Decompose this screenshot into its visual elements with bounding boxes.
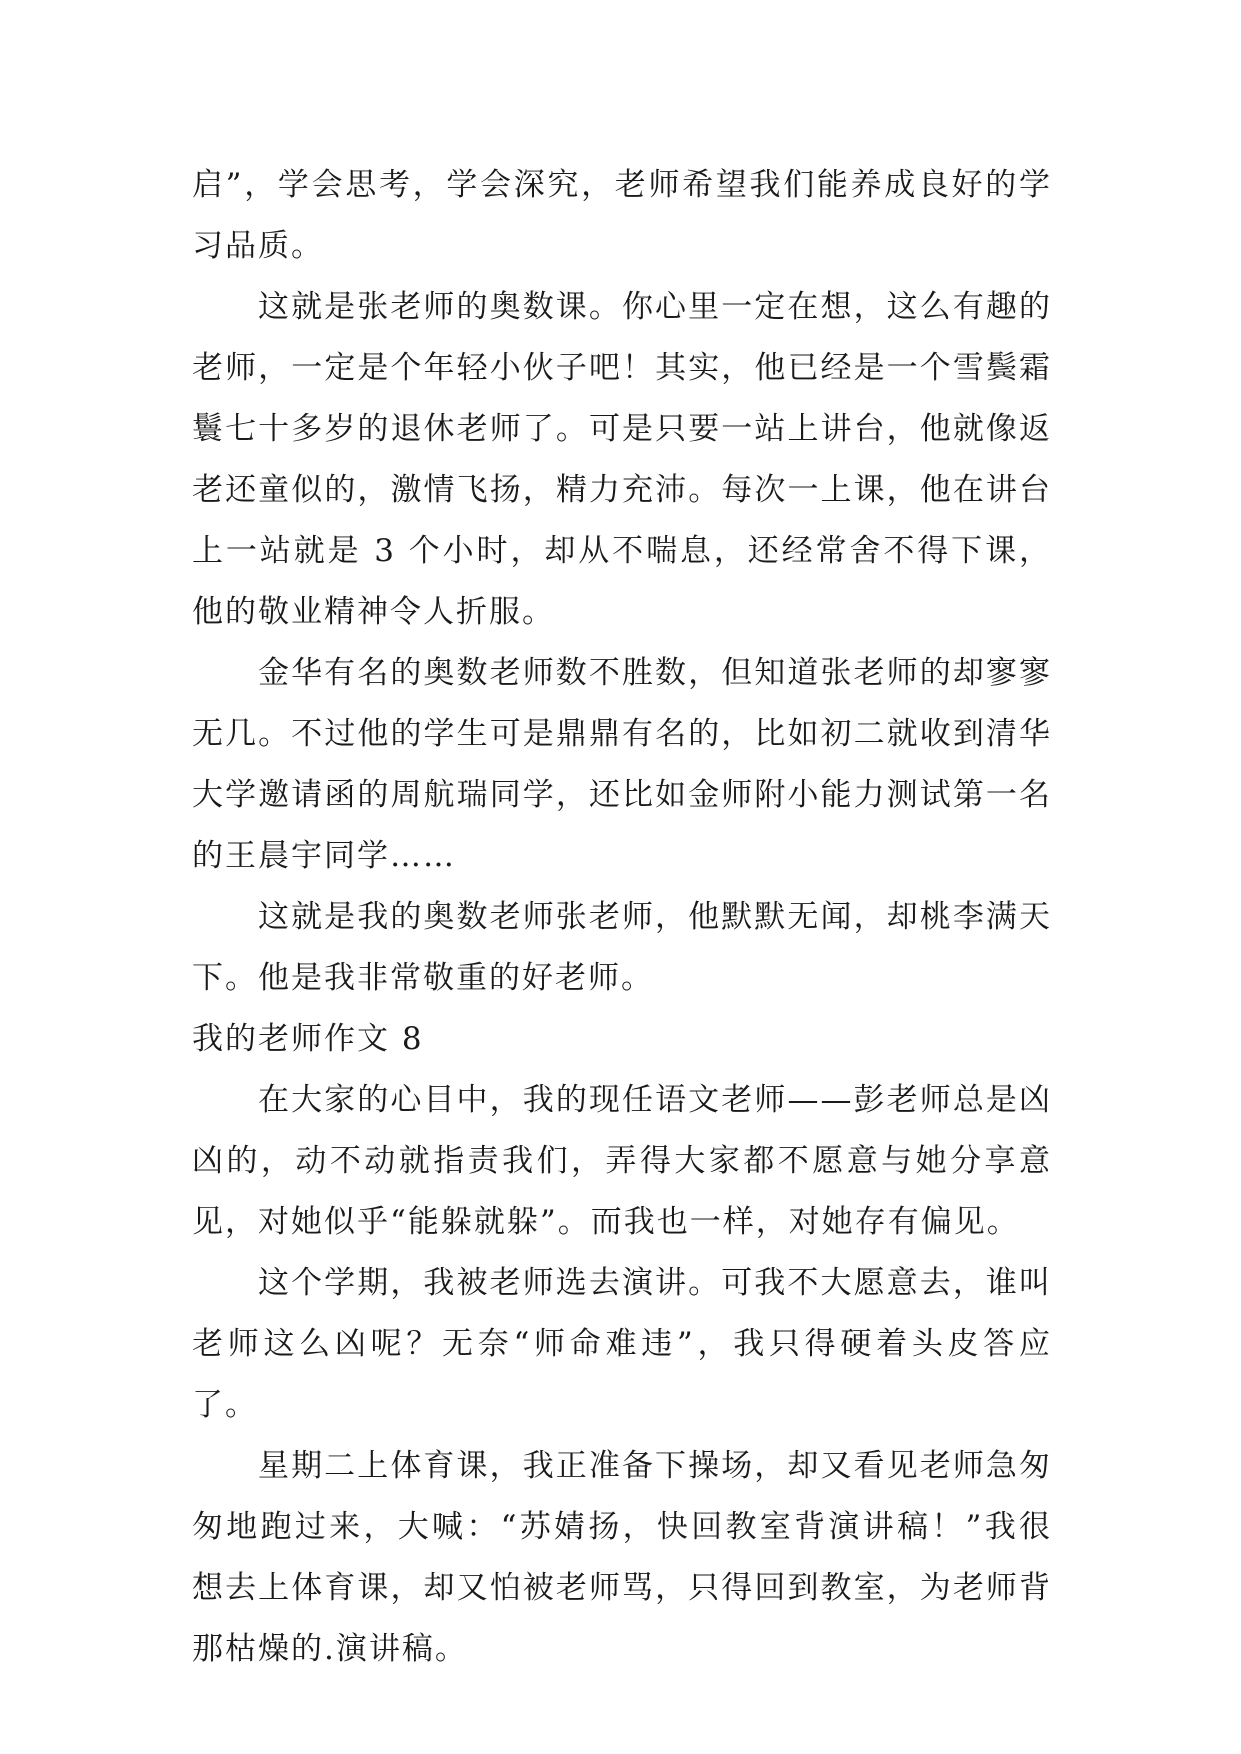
paragraph-2: 这就是张老师的奥数课。你心里一定在想，这么有趣的老师，一定是个年轻小伙子吧！其实，他已经是一个雪鬓霜鬟七十多岁的退休老师了。可是只要一站上讲台，他就像返老还童似的，激情飞扬，精力充沛。每次一上课，他在讲台上一站就是 3 个小时，却从不喘息，还经常舍不得下课，他的敬业精神令人折服。 xyxy=(192,289,1052,630)
paragraph-4: 这就是我的奥数老师张老师，他默默无闻，却桃李满天下。他是我非常敬重的好老师。 xyxy=(192,899,1052,996)
section-paragraph-2: 这个学期，我被老师选去演讲。可我不大愿意去，谁叫老师这么凶呢？无奈“师命难违”，我只得硬着头皮答应了。 xyxy=(192,1265,1052,1423)
paragraph-1: 启”，学会思考，学会深究，老师希望我们能养成良好的学习品质。 xyxy=(192,167,1052,264)
section-paragraph-1: 在大家的心目中，我的现任语文老师——彭老师总是凶凶的，动不动就指责我们，弄得大家都不愿意与她分享意见，对她似乎“能躲就躲”。而我也一样，对她存有偏见。 xyxy=(192,1082,1052,1240)
section-paragraph-3: 星期二上体育课，我正准备下操场，却又看见老师急匆匆地跑过来，大喊：“苏婧扬，快回教室背演讲稿！”我很想去上体育课，却又怕被老师骂，只得回到教室，为老师背那枯燥的.演讲稿。 xyxy=(192,1448,1052,1667)
document-page xyxy=(192,155,1052,1680)
section-title: 我的老师作文 8 xyxy=(192,1021,424,1057)
paragraph-3: 金华有名的奥数老师数不胜数，但知道张老师的却寥寥无几。不过他的学生可是鼎鼎有名的，比如初二就收到清华大学邀请函的周航瑞同学，还比如金师附小能力测试第一名的王晨宇同学…… xyxy=(192,655,1052,874)
